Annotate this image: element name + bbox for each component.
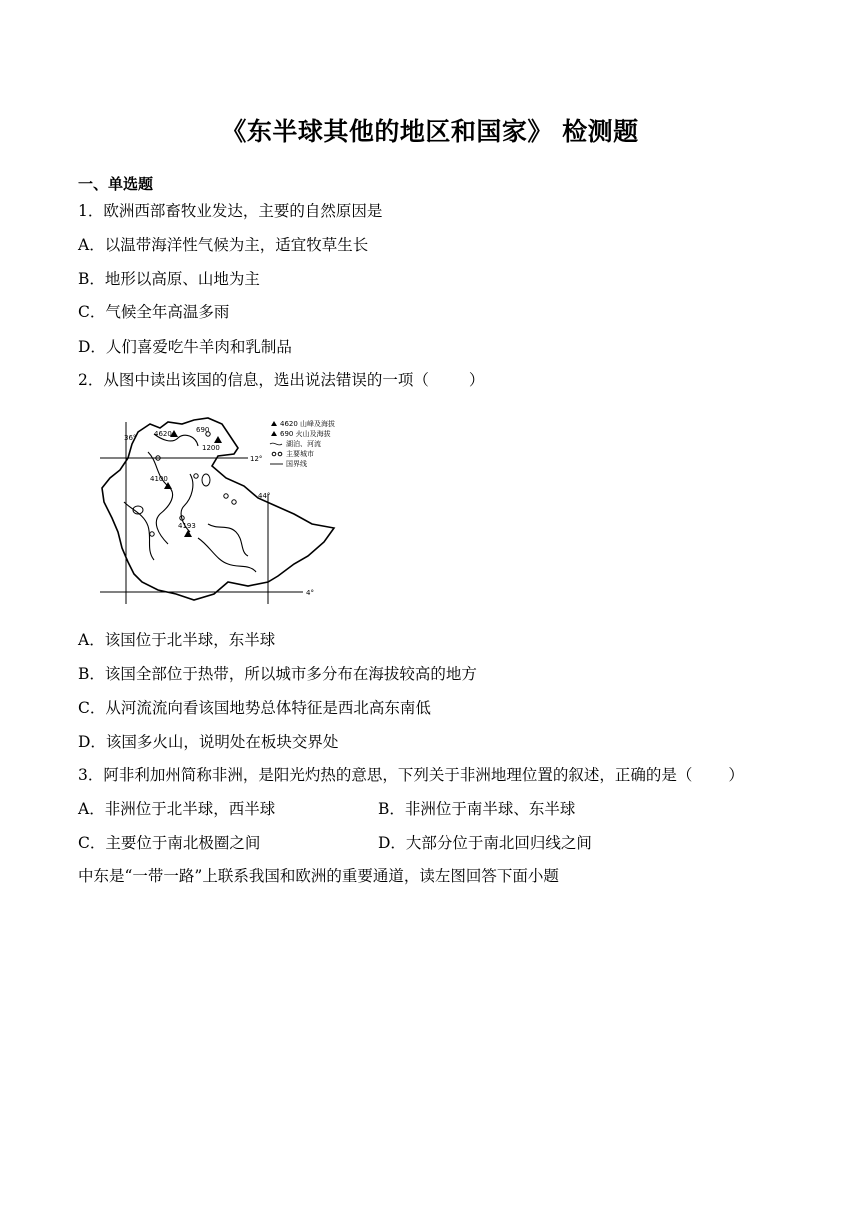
question-2-option-b: B．该国全部位于热带，所以城市多分布在海拔较高的地方 bbox=[78, 665, 477, 683]
legend-lake-river: 湖泊、河流 bbox=[286, 440, 321, 448]
question-3-stem-close: ） bbox=[728, 766, 744, 784]
map-figure bbox=[98, 414, 344, 610]
country-map bbox=[98, 414, 344, 610]
map-label-lat-4: 4° bbox=[306, 589, 314, 597]
page-title: 《东半球其他的地区和国家》 检测题 bbox=[221, 117, 639, 146]
question-2-stem bbox=[78, 370, 484, 390]
map-label-lat-12: 12° bbox=[250, 455, 263, 463]
question-2-option-a: A．该国位于北半球，东半球 bbox=[78, 631, 276, 649]
map-label-peak: 1200 bbox=[202, 444, 220, 452]
legend-peak: 4620 山峰及海拔 bbox=[280, 420, 336, 428]
question-3-option-b: B．非洲位于南半球、东半球 bbox=[378, 800, 576, 818]
map-label-lon-44: 44° bbox=[258, 492, 271, 500]
map-legend bbox=[270, 419, 335, 468]
question-1-option-b: B．地形以高原、山地为主 bbox=[78, 270, 260, 288]
peak-marker bbox=[184, 530, 192, 537]
river bbox=[148, 452, 173, 544]
legend-border: 国界线 bbox=[286, 460, 307, 468]
lake bbox=[202, 474, 210, 486]
question-2-stem-close: ） bbox=[468, 371, 485, 389]
river bbox=[124, 502, 154, 560]
river bbox=[208, 524, 248, 556]
question-1-option-c: C．气候全年高温多雨 bbox=[78, 303, 230, 321]
map-label-peak: 690 bbox=[196, 426, 210, 434]
legend-city: 主要城市 bbox=[286, 450, 314, 458]
question-3-option-a: A．非洲位于北半球，西半球 bbox=[78, 800, 276, 818]
question-3-option-d: D．大部分位于南北回归线之间 bbox=[378, 834, 592, 852]
city-marker bbox=[224, 494, 228, 498]
section-heading: 一、单选题 bbox=[78, 175, 154, 193]
city-marker bbox=[232, 500, 236, 504]
map-label-peak: 4100 bbox=[150, 475, 168, 483]
map-label-lon-36: 36° bbox=[124, 434, 137, 442]
question-2-option-c: C．从河流流向看该国地势总体特征是西北高东南低 bbox=[78, 699, 431, 717]
question-3-stem-text: 3．阿非利加州简称非洲，是阳光灼热的意思，下列关于非洲地理位置的叙述，正确的是（ bbox=[78, 766, 693, 784]
question-3-option-c: C．主要位于南北极圈之间 bbox=[78, 834, 261, 852]
question-1-option-a: A．以温带海洋性气候为主，适宜牧草生长 bbox=[78, 236, 369, 254]
peak-marker bbox=[214, 436, 222, 443]
city-marker bbox=[194, 474, 198, 478]
question-1-stem: 1．欧洲西部畜牧业发达，主要的自然原因是 bbox=[78, 202, 383, 220]
map-label-peak: 4620 bbox=[154, 430, 172, 438]
map-label-peak: 4193 bbox=[178, 522, 196, 530]
city-marker bbox=[150, 532, 154, 536]
question-2-option-d: D．该国多火山，说明处在板块交界处 bbox=[78, 733, 339, 751]
question-2-stem-text: 2．从图中读出该国的信息，选出说法错误的一项（ bbox=[78, 371, 429, 389]
question-3-stem bbox=[78, 765, 744, 785]
question-1-option-d: D．人们喜爱吃牛羊肉和乳制品 bbox=[78, 338, 292, 356]
question-4-intro: 中东是“一带一路”上联系我国和欧洲的重要通道，读左图回答下面小题 bbox=[78, 867, 559, 885]
legend-volcano: 690 火山及海拔 bbox=[280, 430, 331, 438]
